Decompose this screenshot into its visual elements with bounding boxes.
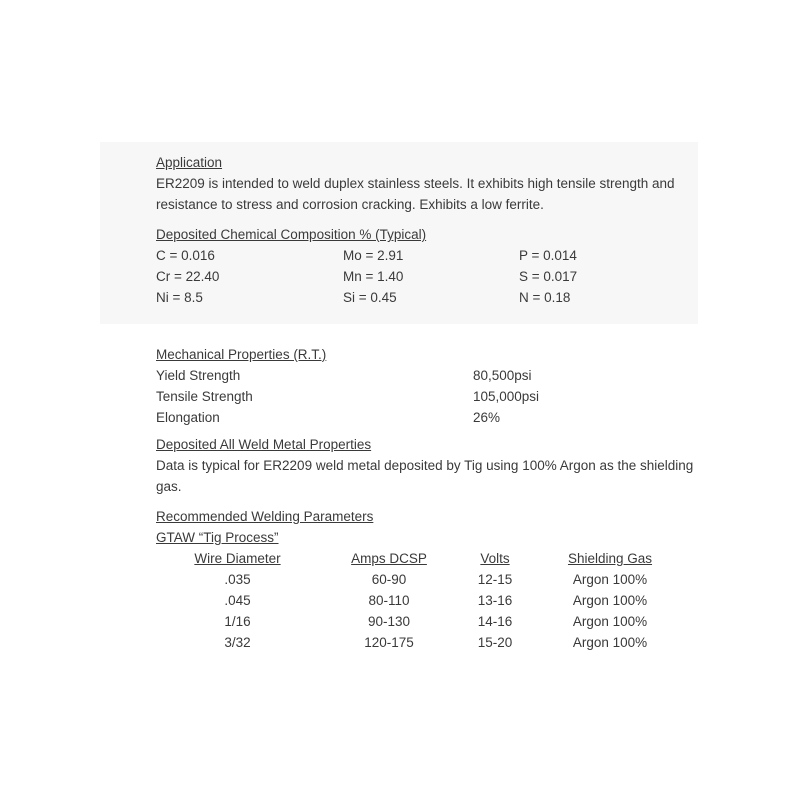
weld-metal-section xyxy=(156,434,696,497)
table-row xyxy=(156,611,689,632)
chemical-composition-heading: Deposited Chemical Composition % (Typical) xyxy=(156,227,427,242)
table-cell: 80-110 xyxy=(368,593,410,608)
mechanical-properties-section xyxy=(156,344,696,428)
table-cell: 12-15 xyxy=(477,572,513,587)
table-cell: Argon 100% xyxy=(572,614,648,629)
mechanical-properties-heading: Mechanical Properties (R.T.) xyxy=(156,347,327,362)
chem-value: C = 0.016 xyxy=(156,248,215,263)
chem-value: Mn = 1.40 xyxy=(343,269,404,284)
chem-value: Cr = 22.40 xyxy=(156,269,220,284)
chem-value: Si = 0.45 xyxy=(343,290,397,305)
column-header: Shielding Gas xyxy=(567,551,653,566)
application-section xyxy=(156,152,696,215)
table-cell: 60-90 xyxy=(371,572,407,587)
table-cell: 120-175 xyxy=(364,635,414,650)
application-text: ER2209 is intended to weld duplex stainless steels. It exhibits high tensile strength and resistance to stress and corrosion cracking. Exhibits a low ferrite. xyxy=(156,176,675,212)
welding-parameters-section xyxy=(156,506,696,653)
table-cell: 13-16 xyxy=(477,593,513,608)
weld-metal-text: Data is typical for ER2209 weld metal deposited by Tig using 100% Argon as the shielding gas. xyxy=(156,458,694,494)
spec-sheet xyxy=(156,152,696,653)
property-label: Yield Strength xyxy=(156,368,241,383)
chem-value: P = 0.014 xyxy=(519,248,577,263)
column-header: Amps DCSP xyxy=(351,551,427,566)
chemical-composition-section xyxy=(156,224,696,308)
table-cell: 14-16 xyxy=(477,614,513,629)
property-value: 105,000psi xyxy=(473,389,540,404)
chem-value: Mo = 2.91 xyxy=(343,248,404,263)
table-cell: .035 xyxy=(224,572,251,587)
table-cell: 15-20 xyxy=(477,635,513,650)
property-value: 26% xyxy=(473,410,501,425)
property-label: Tensile Strength xyxy=(156,389,253,404)
welding-parameters-heading: Recommended Welding Parameters xyxy=(156,509,374,524)
table-row xyxy=(156,569,689,590)
mechanical-properties-grid xyxy=(156,365,696,428)
table-cell: Argon 100% xyxy=(572,635,648,650)
property-label: Elongation xyxy=(156,410,220,425)
chem-value: N = 0.18 xyxy=(519,290,571,305)
weld-metal-heading: Deposited All Weld Metal Properties xyxy=(156,437,372,452)
table-cell: 1/16 xyxy=(224,614,251,629)
chemical-composition-grid xyxy=(156,245,696,308)
column-header: Volts xyxy=(480,551,510,566)
welding-parameters-table xyxy=(156,548,689,653)
application-heading: Application xyxy=(156,155,223,170)
process-heading: GTAW “Tig Process” xyxy=(156,530,279,545)
table-cell: Argon 100% xyxy=(572,593,648,608)
table-cell: 90-130 xyxy=(367,614,411,629)
table-header-row xyxy=(156,548,689,569)
column-header: Wire Diameter xyxy=(194,551,281,566)
table-cell: 3/32 xyxy=(224,635,251,650)
chem-value: S = 0.017 xyxy=(519,269,578,284)
chem-value: Ni = 8.5 xyxy=(156,290,203,305)
table-cell: Argon 100% xyxy=(572,572,648,587)
table-cell: .045 xyxy=(224,593,251,608)
table-row xyxy=(156,632,689,653)
table-row xyxy=(156,590,689,611)
property-value: 80,500psi xyxy=(473,368,532,383)
